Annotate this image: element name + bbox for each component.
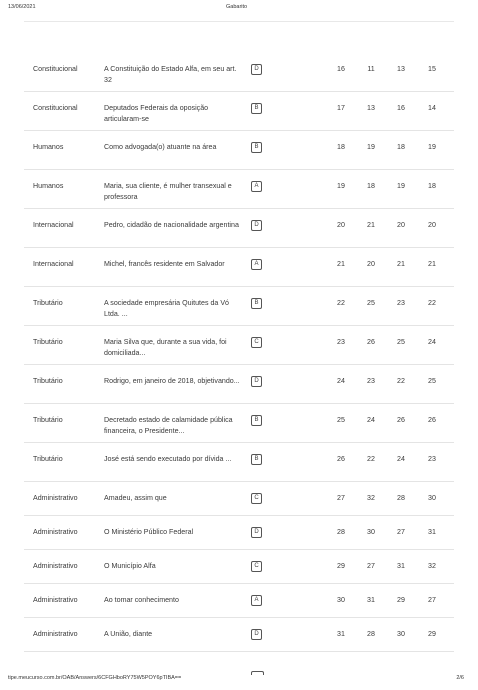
question-number: 30	[367, 528, 375, 536]
question-number: 22	[428, 299, 436, 307]
table-row	[24, 481, 454, 516]
row-area: Administrativo	[33, 596, 78, 604]
question-number: 30	[337, 596, 345, 604]
question-number: 28	[397, 494, 405, 502]
row-description: Michel, francês residente em Salvador	[104, 260, 225, 268]
question-number: 20	[337, 221, 345, 229]
page-number: 2/6	[456, 675, 464, 681]
page-url: tipe.meucurso.com.br/OAB/Answers/6CFGHboRY75W5POY6pTIBA==	[8, 675, 182, 681]
row-area: Constitucional	[33, 104, 78, 112]
question-number: 16	[337, 65, 345, 73]
question-number: 22	[337, 299, 345, 307]
question-number: 24	[397, 455, 405, 463]
question-number: 17	[337, 104, 345, 112]
answer-badge: C	[251, 493, 262, 504]
question-number: 23	[337, 338, 345, 346]
row-area: Tributário	[33, 338, 63, 346]
row-description: José está sendo executado por dívida ...	[104, 455, 232, 463]
question-number: 20	[397, 221, 405, 229]
question-number: 31	[337, 630, 345, 638]
table-row	[24, 91, 454, 131]
question-number: 29	[337, 562, 345, 570]
answer-badge: B	[251, 298, 262, 309]
question-number: 26	[367, 338, 375, 346]
answer-badge: B	[251, 415, 262, 426]
table-row	[24, 364, 454, 404]
question-number: 27	[367, 562, 375, 570]
table-row	[24, 169, 454, 209]
print-date: 13/06/2021	[8, 4, 36, 10]
question-number: 18	[428, 182, 436, 190]
question-number: 31	[367, 596, 375, 604]
row-description: Deputados Federais da oposição articularam-se	[104, 104, 209, 123]
row-area: Administrativo	[33, 528, 78, 536]
table-row	[24, 208, 454, 248]
question-number: 31	[428, 528, 436, 536]
question-number: 23	[397, 299, 405, 307]
question-number: 20	[367, 260, 375, 268]
answer-badge: D	[251, 629, 262, 640]
question-number: 25	[367, 299, 375, 307]
question-number: 24	[337, 377, 345, 385]
question-number: 19	[397, 182, 405, 190]
answer-badge: B	[251, 454, 262, 465]
question-number: 29	[428, 630, 436, 638]
row-area: Humanos	[33, 182, 64, 190]
question-number: 22	[367, 455, 375, 463]
table-row	[24, 442, 454, 482]
top-divider	[24, 21, 454, 22]
answer-badge: C	[251, 561, 262, 572]
question-number: 27	[397, 528, 405, 536]
question-number: 26	[428, 416, 436, 424]
question-number: 32	[428, 562, 436, 570]
table-row	[24, 325, 454, 365]
question-number: 23	[367, 377, 375, 385]
row-area: Administrativo	[33, 562, 78, 570]
page-title: Gabarito	[226, 4, 248, 10]
question-number: 21	[428, 260, 436, 268]
question-number: 20	[428, 221, 436, 229]
table-row	[24, 52, 454, 92]
question-number: 16	[397, 104, 405, 112]
question-number: 30	[428, 494, 436, 502]
question-number: 21	[337, 260, 345, 268]
table-row	[24, 247, 454, 287]
question-number: 25	[428, 377, 436, 385]
row-description: A Constituição do Estado Alfa, em seu art. 32	[104, 65, 237, 84]
row-area: Tributário	[33, 416, 63, 424]
row-description: A sociedade empresária Quitutes da Vó Ltda. ...	[104, 299, 230, 318]
table-row	[24, 130, 454, 170]
row-description: Ao tomar conhecimento	[104, 596, 179, 604]
question-number: 23	[428, 455, 436, 463]
question-number: 29	[397, 596, 405, 604]
answer-badge: B	[251, 103, 262, 114]
question-number: 24	[428, 338, 436, 346]
answer-badge: C	[251, 337, 262, 348]
row-description: Maria Silva que, durante a sua vida, foi domiciliada...	[104, 338, 227, 357]
question-number: 19	[428, 143, 436, 151]
question-number: 14	[428, 104, 436, 112]
question-number: 11	[367, 65, 375, 73]
row-area: Tributário	[33, 299, 63, 307]
row-area: Tributário	[33, 455, 63, 463]
row-area: Internacional	[33, 221, 74, 229]
question-number: 32	[367, 494, 375, 502]
question-number: 13	[397, 65, 405, 73]
row-area: Constitucional	[33, 65, 78, 73]
table-row	[24, 617, 454, 652]
table-row	[24, 583, 454, 618]
answer-badge: A	[251, 181, 262, 192]
row-area: Humanos	[33, 143, 64, 151]
question-number: 27	[428, 596, 436, 604]
question-number: 21	[367, 221, 375, 229]
row-description: O Ministério Público Federal	[104, 528, 194, 536]
question-number: 18	[367, 182, 375, 190]
question-number: 24	[367, 416, 375, 424]
question-number: 28	[367, 630, 375, 638]
question-number: 22	[397, 377, 405, 385]
answer-badge: D	[251, 220, 262, 231]
question-number: 26	[397, 416, 405, 424]
row-description: A União, diante	[104, 630, 153, 638]
question-number: 25	[337, 416, 345, 424]
question-number: 19	[337, 182, 345, 190]
question-number: 13	[367, 104, 375, 112]
row-description: Amadeu, assim que	[104, 494, 167, 502]
row-area: Internacional	[33, 260, 74, 268]
answer-badge: D	[251, 64, 262, 75]
row-description: Pedro, cidadão de nacionalidade argentina	[104, 221, 239, 229]
table-row	[24, 286, 454, 326]
question-number: 18	[337, 143, 345, 151]
row-area: Tributário	[33, 377, 63, 385]
question-number: 15	[428, 65, 436, 73]
answer-badge: B	[251, 142, 262, 153]
question-number: 19	[367, 143, 375, 151]
question-number: 26	[337, 455, 345, 463]
question-number: 27	[337, 494, 345, 502]
row-description: Decretado estado de calamidade pública financeira, o Presidente...	[104, 416, 233, 435]
answer-badge: A	[251, 259, 262, 270]
row-area: Administrativo	[33, 630, 78, 638]
question-number: 30	[397, 630, 405, 638]
row-area: Administrativo	[33, 494, 78, 502]
row-description: O Município Alfa	[104, 562, 156, 570]
question-number: 25	[397, 338, 405, 346]
question-number: 28	[337, 528, 345, 536]
table-row	[24, 549, 454, 584]
answer-badge: A	[251, 595, 262, 606]
answer-badge-partial	[251, 671, 264, 675]
row-description: Maria, sua cliente, é mulher transexual e professora	[104, 182, 232, 201]
question-number: 18	[397, 143, 405, 151]
answer-badge: D	[251, 527, 262, 538]
answer-badge: D	[251, 376, 262, 387]
question-number: 31	[397, 562, 405, 570]
table-row	[24, 403, 454, 443]
row-description: Rodrigo, em janeiro de 2018, objetivando...	[104, 377, 240, 385]
question-number: 21	[397, 260, 405, 268]
row-description: Como advogada(o) atuante na área	[104, 143, 217, 151]
table-row	[24, 515, 454, 550]
